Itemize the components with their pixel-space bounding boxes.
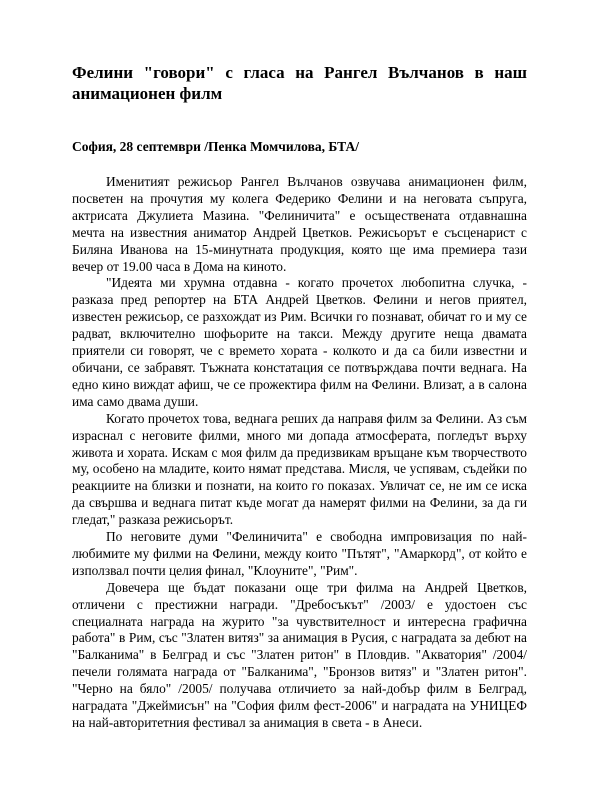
paragraph-3: Когато прочетох това, веднага реших да направя филм за Фелини. Аз съм израснал с неговите филми, много ми допада атмосферата, погледът върху живота и хората. Искам с моя филм да предизвикам връщане към творчеството му, особено на младите, които нямат представа. Мисля, че успявам, съдейки по реакциите на близки и познати, на които го показах. Увличат се, не им се иска да свършва и веднага питат къде могат да намерят филми на Фелини, за да ги гледат," разказа режисьорът. [72, 410, 527, 528]
paragraph-5: Довечера ще бъдат показани още три филма на Андрей Цветков, отличени с престижни награди. "Дребосъкът" /2003/ е удостоен със специалната награда на журито "за чувствителност и интересна графична работа" в Рим, със "Златен витяз" за анимация в Русия, с наградата за дебют на "Балканима" в Белград и със "Златен ритон" в Пловдив. "Акватория" /2004/ печели голямата награда от "Балканима", "Бронзов витяз" и "Златен ритон". "Черно на бяло" /2005/ получава отличието за най-добър филм в Белград, наградата "Джеймисън" на "София филм фест-2006" и наградата на УНИЦЕФ на най-авторитетния фестивал за анимация в света - в Анеси. [72, 579, 527, 730]
article-body [72, 174, 527, 732]
paragraph-1: Именитият режисьор Рангел Вълчанов озвучава анимационен филм, посветен на прочутия му колега Федерико Фелини и на неговата съпруга, актрисата Джулиета Мазина. "Фелиничита" е осъществената отдавнашна мечта на известния аниматор Андрей Цветков. Режисьорът е съсценарист с Биляна Иванова на 15-минутната продукция, която ще има премиера тази вечер от 19.00 часа в Дома на киното. [72, 174, 527, 274]
paragraph-4: По неговите думи "Фелиничита" е свободна импровизация по най-любимите му филми на Фелини, между които "Пътят", "Амаркорд", от който е използвал почти целия финал, "Клоуните", "Рим". [72, 529, 527, 578]
article-dateline: София, 28 септември /Пенка Момчилова, БТА/ [72, 139, 359, 154]
document-page [72, 62, 527, 732]
paragraph-2: "Идеята ми хрумна отдавна - когато прочетох любопитна случка, - разказа пред репортер на БТА Андрей Цветков. Фелини и негов приятел, известен режисьор, се разхождат из Рим. Всички го познават, обичат го и му се радват, включително шофьорите на такси. Между другите неща двамата приятели си говорят, че с времето хората - колкото и да са били известни и обичани, се забравят. Тъжната констатация се потвърждава почти веднага. На едно кино виждат афиш, че се прожектира филм на Фелини. Влизат, а в салона има само двама души. [72, 275, 527, 409]
article-title: Фелини "говори" с гласа на Рангел Вълчанов в наш анимационен филм [72, 63, 527, 103]
